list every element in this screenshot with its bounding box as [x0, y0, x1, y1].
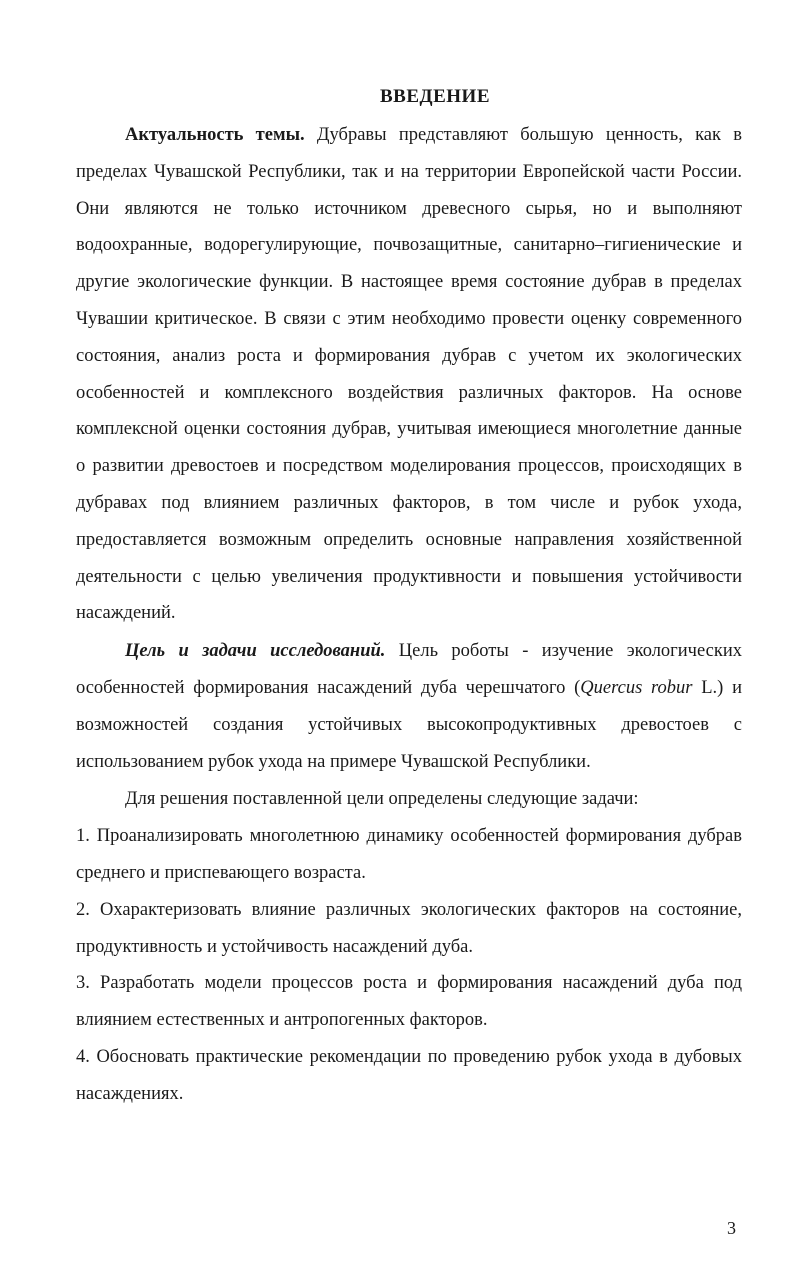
relevance-heading: Актуальность темы.: [125, 125, 305, 145]
page-number: 3: [727, 1218, 736, 1238]
task-item-4: 4. Обосновать практические рекомендации по проведению рубок ухода в дубовых насаждениях.: [76, 1046, 742, 1104]
goal-paragraph: [76, 633, 742, 780]
task-item-2: 2. Охарактеризовать влияние различных экологических факторов на состояние, продуктивность и устойчивость насаждений дуба.: [76, 899, 742, 957]
relevance-text: Дубравы представляют большую ценность, как в пределах Чувашской Республики, так и на территории Европейской части России. Они являются не только источником древесного сырья, но и выполняют водоохранные, водорегулирующие, почвозащитные, санитарно–гигиенические и другие экологические функции. В настоящее время состояние дубрав в пределах Чувашии критическое. В связи с этим необходимо провести оценку современного состояния, анализ роста и формирования дубрав с учетом их экологических особенностей и комплексного воздействия различных факторов. На основе комплексной оценки состояния дубрав, учитывая имеющиеся многолетние данные о развитии древостоев и посредством моделирования процессов, происходящих в дубравах под влиянием различных факторов, в том числе и рубок ухода, предоставляется возможным определить основные направления хозяйственной деятельности с целью увеличения продуктивности и повышения устойчивости насаждений.: [76, 125, 742, 624]
tasks-intro: Для решения поставленной цели определены следующие задачи:: [125, 789, 639, 810]
relevance-paragraph: [76, 117, 742, 632]
goal-heading: Цель и задачи исследований.: [125, 641, 386, 662]
task-item-1: 1. Проанализировать многолетнюю динамику особенностей формирования дубрав среднего и приспевающего возраста.: [76, 826, 742, 883]
document-body: [76, 117, 742, 1113]
goal-text-after: L.) и возможностей создания устойчивых высокопродуктивных древостоев с использованием рубок ухода на примере Чувашской Республики.: [76, 677, 742, 772]
goal-text-before: Цель роботы - изучение экологических особенностей формирования насаждений дуба черешчатого (: [76, 641, 742, 698]
species-latin-name: Quercus robur: [580, 677, 693, 698]
page-title: ВВЕДЕНИЕ: [380, 86, 490, 107]
task-item-3: 3. Разработать модели процессов роста и формирования насаждений дуба под влиянием естественных и антропогенных факторов.: [76, 973, 742, 1031]
